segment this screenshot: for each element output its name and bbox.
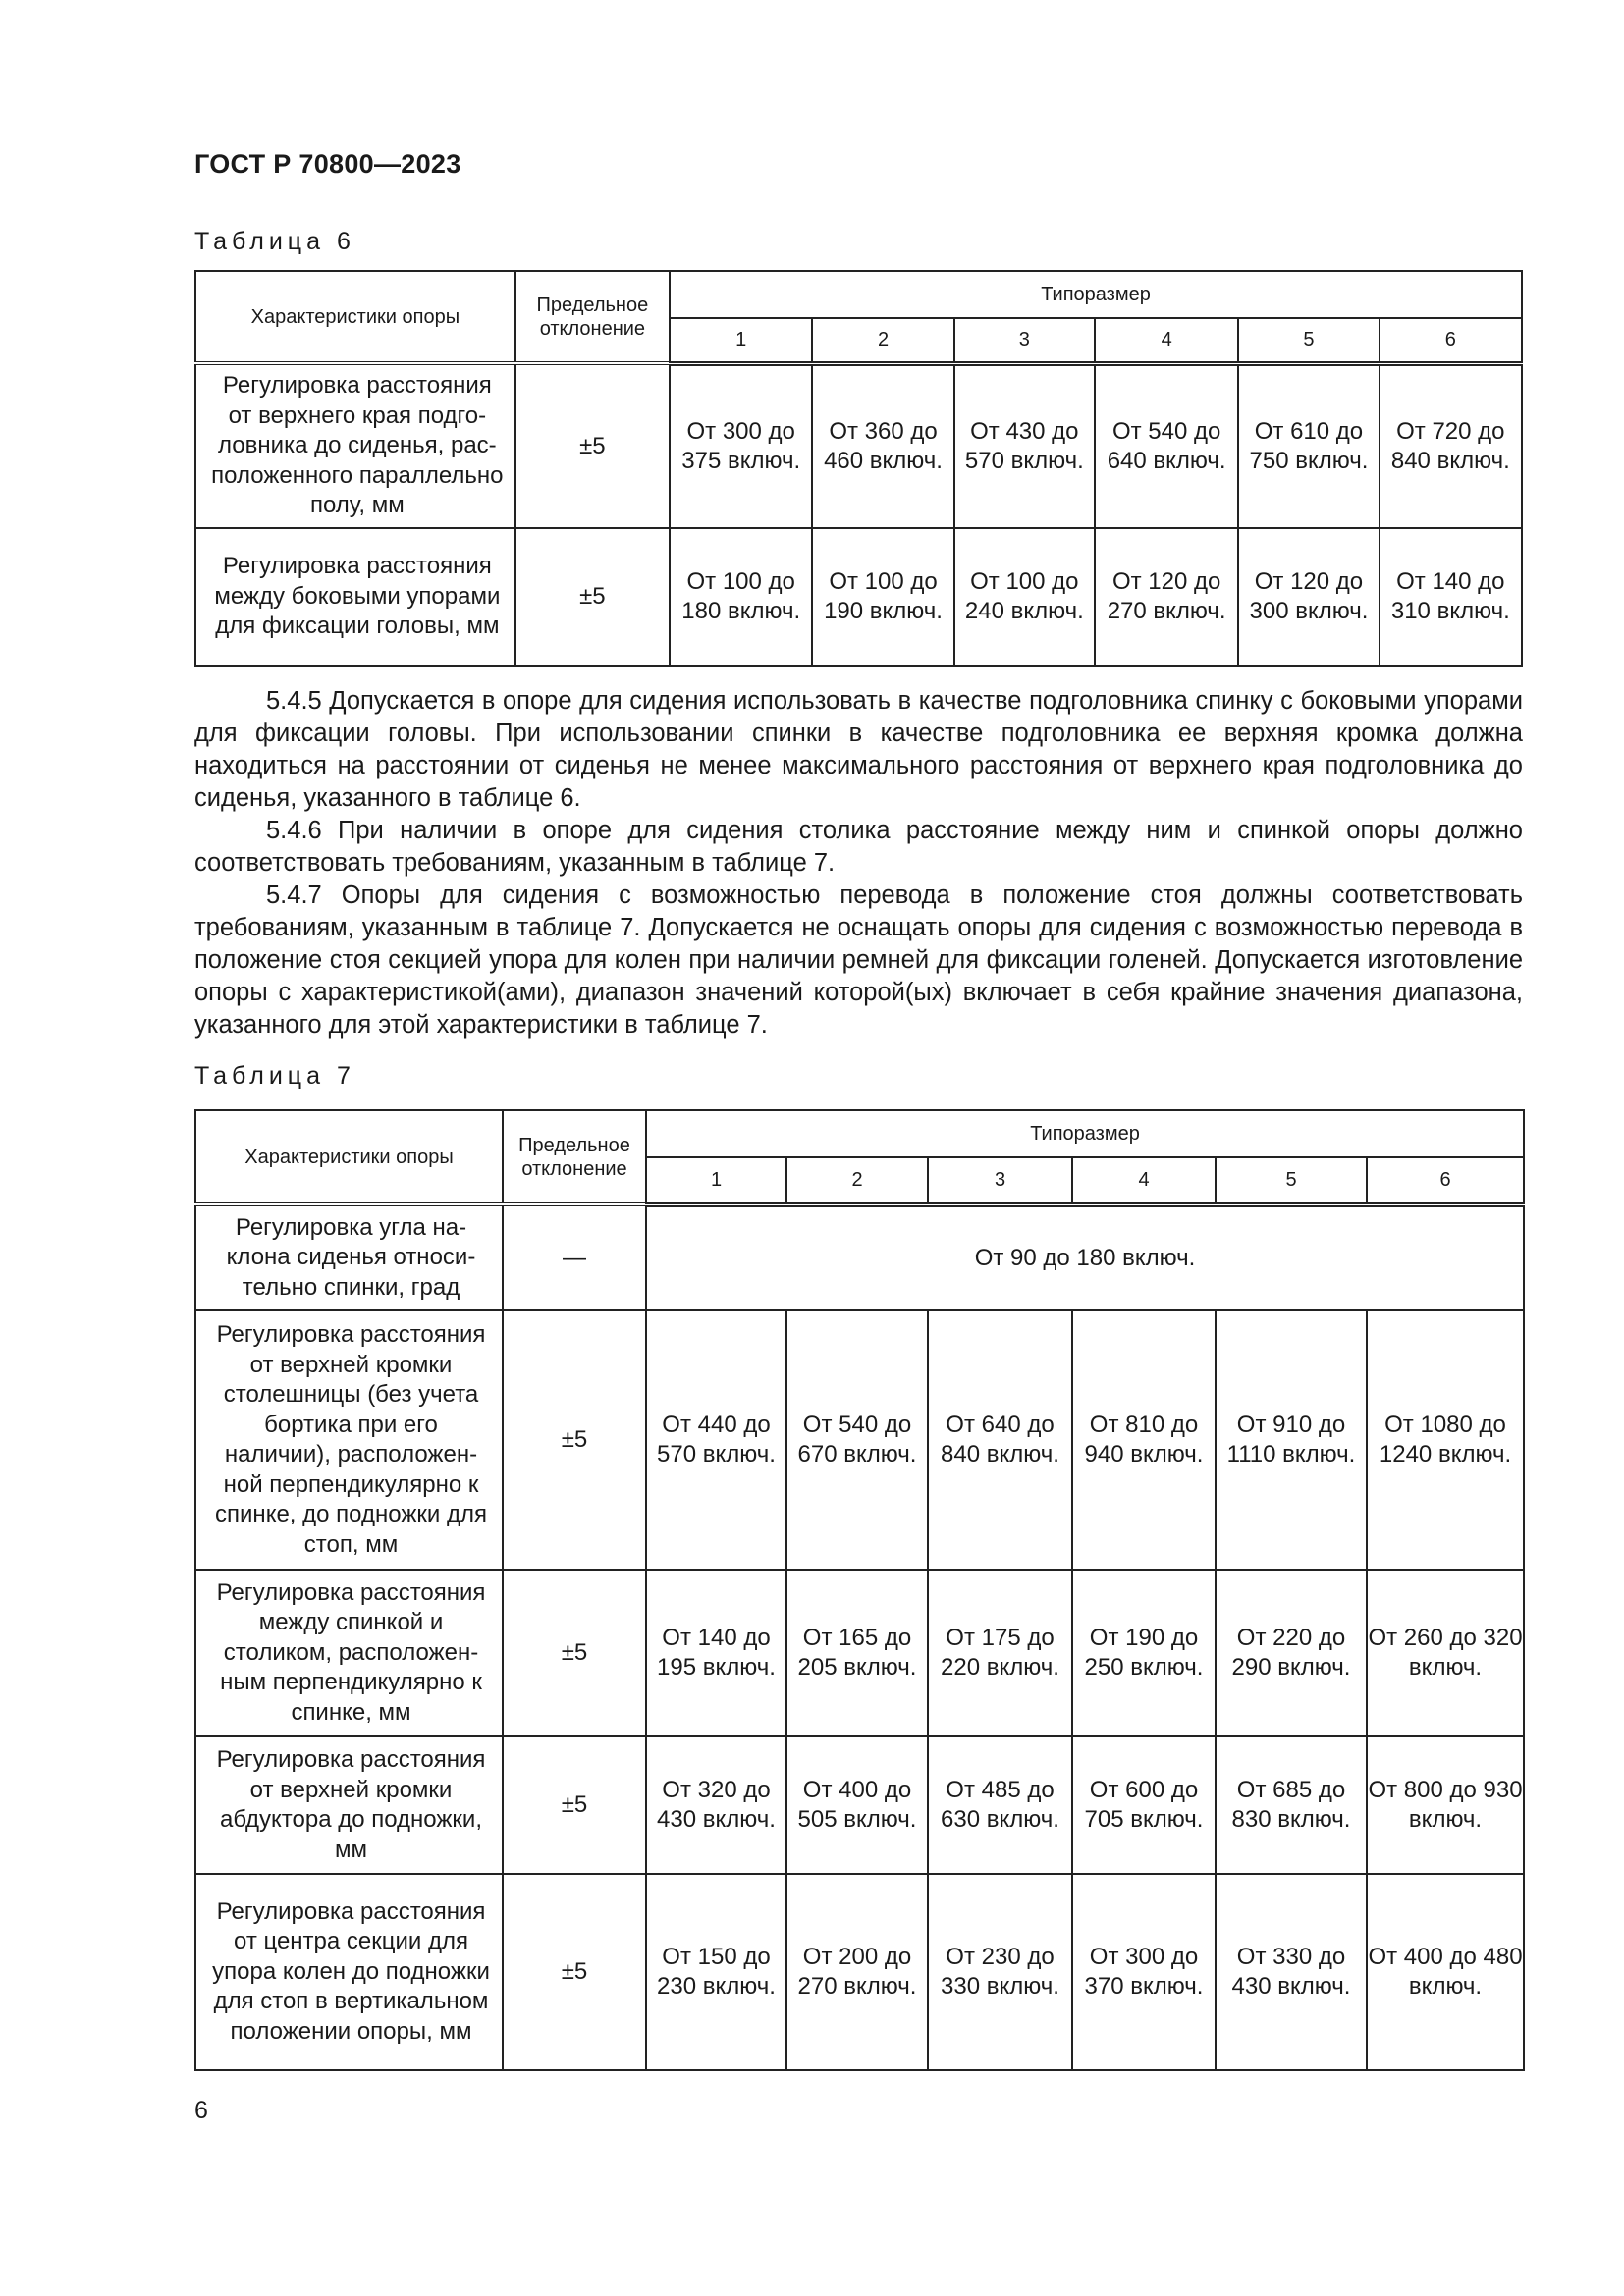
value-cell: От 100 до 190 включ.	[812, 528, 953, 666]
table-6-size-2: 2	[812, 318, 953, 363]
table-6-caption: Таблица 6	[194, 228, 355, 255]
value-cell: От 140 до 195 включ.	[646, 1570, 786, 1736]
value-cell: От 260 до 320 включ.	[1367, 1570, 1524, 1736]
value-cell: От 910 до 1110 включ.	[1216, 1310, 1367, 1570]
table-7-size-2: 2	[786, 1157, 928, 1204]
deviation-cell: ±5	[515, 363, 670, 528]
table-6-size-4: 4	[1095, 318, 1238, 363]
table-6-header-size: Типоразмер	[670, 271, 1522, 318]
value-cell: От 540 до 640 включ.	[1095, 363, 1238, 528]
deviation-cell: ±5	[515, 528, 670, 666]
value-cell: От 175 до 220 включ.	[928, 1570, 1072, 1736]
table-row	[195, 1310, 1524, 1570]
table-7-header-characteristics: Характеристики опоры	[195, 1110, 503, 1204]
table-7	[194, 1109, 1525, 2071]
value-cell: От 100 до 240 включ.	[954, 528, 1095, 666]
value-cell: От 485 до 630 включ.	[928, 1736, 1072, 1874]
deviation-cell: —	[503, 1204, 646, 1310]
table-6-header-deviation: Предельное отклонение	[515, 271, 670, 363]
value-cell: От 1080 до 1240 включ.	[1367, 1310, 1524, 1570]
value-cell: От 685 до 830 включ.	[1216, 1736, 1367, 1874]
table-7-size-5: 5	[1216, 1157, 1367, 1204]
table-row	[195, 363, 1522, 528]
table-7-size-4: 4	[1072, 1157, 1216, 1204]
value-cell: От 610 до 750 включ.	[1238, 363, 1379, 528]
table-7-caption: Таблица 7	[194, 1062, 355, 1090]
value-cell: От 810 до 940 включ.	[1072, 1310, 1216, 1570]
table-6-size-1: 1	[670, 318, 812, 363]
value-cell: От 360 до 460 включ.	[812, 363, 953, 528]
value-cell: От 220 до 290 включ.	[1216, 1570, 1367, 1736]
characteristic-cell: Регулировка расстояния от центра секции для упора колен до подножки для стоп в вертикальном положении опоры, мм	[195, 1874, 503, 2070]
deviation-cell: ±5	[503, 1310, 646, 1570]
value-cell: От 200 до 270 включ.	[786, 1874, 928, 2070]
table-7-size-6: 6	[1367, 1157, 1524, 1204]
document-code: ГОСТ Р 70800—2023	[194, 149, 461, 179]
characteristic-cell: Регулировка расстояния между спинкой и столиком, расположенным перпендикулярно к спинке, мм	[195, 1570, 503, 1736]
value-cell: От 120 до 270 включ.	[1095, 528, 1238, 666]
page-number: 6	[194, 2097, 208, 2124]
value-cell: От 640 до 840 включ.	[928, 1310, 1072, 1570]
deviation-cell: ±5	[503, 1874, 646, 2070]
table-row	[195, 1736, 1524, 1874]
table-row	[195, 528, 1522, 666]
table-row	[195, 1874, 1524, 2070]
value-cell: От 430 до 570 включ.	[954, 363, 1095, 528]
value-cell: От 150 до 230 включ.	[646, 1874, 786, 2070]
table-6-size-5: 5	[1238, 318, 1379, 363]
value-cell: От 540 до 670 включ.	[786, 1310, 928, 1570]
characteristic-cell: Регулировка угла наклона сиденья относительно спинки, град	[195, 1204, 503, 1310]
value-cell: От 300 до 370 включ.	[1072, 1874, 1216, 2070]
value-cell: От 320 до 430 включ.	[646, 1736, 786, 1874]
table-7-size-1: 1	[646, 1157, 786, 1204]
value-cell: От 800 до 930 включ.	[1367, 1736, 1524, 1874]
table-6-header-characteristics: Характеристики опоры	[195, 271, 515, 363]
characteristic-cell: Регулировка расстояния между боковыми упорами для фиксации головы, мм	[195, 528, 515, 666]
value-cell: От 100 до 180 включ.	[670, 528, 812, 666]
value-cell: От 400 до 505 включ.	[786, 1736, 928, 1874]
value-cell: От 120 до 300 включ.	[1238, 528, 1379, 666]
value-cell: От 230 до 330 включ.	[928, 1874, 1072, 2070]
value-cell: От 165 до 205 включ.	[786, 1570, 928, 1736]
table-6-size-3: 3	[954, 318, 1095, 363]
paragraph-5-4-5: 5.4.5 Допускается в опоре для сидения использовать в качестве подголовника спинку с боковыми упорами для фиксации головы. При использовании спинки в качестве подголовника ее верхняя кромка должна находиться на расстоянии от сиденья не менее максимального расстояния от верхнего края подголовника до сиденья, указанного в таблице 6.	[194, 687, 1523, 812]
value-cell: От 330 до 430 включ.	[1216, 1874, 1367, 2070]
value-cell: От 190 до 250 включ.	[1072, 1570, 1216, 1736]
table-row	[195, 1570, 1524, 1736]
value-cell: От 440 до 570 включ.	[646, 1310, 786, 1570]
table-6-size-6: 6	[1380, 318, 1522, 363]
table-6	[194, 270, 1523, 667]
paragraph-5-4-6: 5.4.6 При наличии в опоре для сидения столика расстояние между ним и спинкой опоры должно соответствовать требованиям, указанным в таблице 7.	[194, 817, 1523, 877]
deviation-cell: ±5	[503, 1570, 646, 1736]
value-cell: От 140 до 310 включ.	[1380, 528, 1522, 666]
table-7-header-size: Типоразмер	[646, 1110, 1524, 1157]
characteristic-cell: Регулировка расстояния от верхнего края подголовника до сиденья, расположенного параллельно полу, мм	[195, 363, 515, 528]
characteristic-cell: Регулировка расстояния от верхней кромки столешницы (без учета бортика при его наличии), расположенной перпендикулярно к спинке, до подножки для стоп, мм	[195, 1310, 503, 1570]
characteristic-cell: Регулировка расстояния от верхней кромки абдуктора до подножки, мм	[195, 1736, 503, 1874]
value-cell: От 600 до 705 включ.	[1072, 1736, 1216, 1874]
value-cell: От 400 до 480 включ.	[1367, 1874, 1524, 2070]
table-7-header-deviation: Предельное отклонение	[503, 1110, 646, 1204]
value-cell: От 300 до 375 включ.	[670, 363, 812, 528]
table-row	[195, 1204, 1524, 1310]
merged-value-cell: От 90 до 180 включ.	[646, 1204, 1524, 1310]
deviation-cell: ±5	[503, 1736, 646, 1874]
paragraph-5-4-7: 5.4.7 Опоры для сидения с возможностью перевода в положение стоя должны соответствовать требованиям, указанным в таблице 7. Допускается не оснащать опоры для сидения с возможностью перевода в положение стоя секцией упора для колен при наличии ремней для фиксации голеней. Допускается изготовление опоры с характеристикой(ами), диапазон значений которой(ых) включает в себя крайние значения диапазона, указанного для этой характеристики в таблице 7.	[194, 881, 1523, 1039]
value-cell: От 720 до 840 включ.	[1380, 363, 1522, 528]
table-7-size-3: 3	[928, 1157, 1072, 1204]
